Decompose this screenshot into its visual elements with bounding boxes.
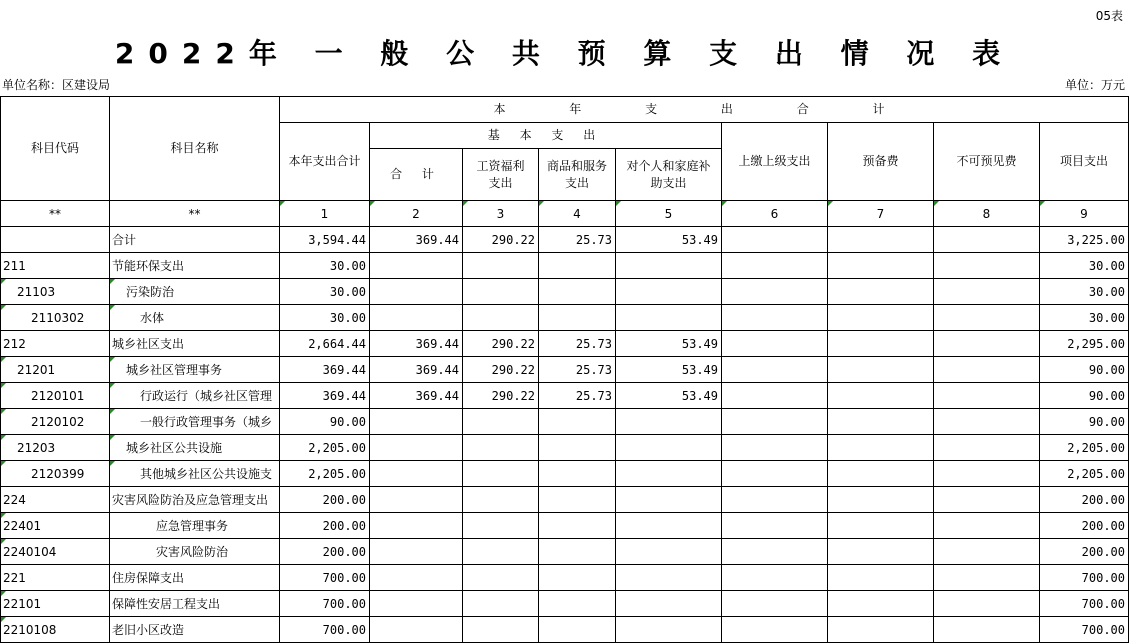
value-cell <box>828 617 934 643</box>
value-cell <box>934 513 1040 539</box>
value-cell: 700.00 <box>1040 591 1129 617</box>
value-cell <box>539 617 616 643</box>
value-cell: 25.73 <box>539 383 616 409</box>
value-cell <box>722 305 828 331</box>
value-cell <box>616 539 722 565</box>
value-cell: 30.00 <box>280 253 370 279</box>
header-salary: 工资福利支出 <box>463 149 539 201</box>
value-cell: 2,205.00 <box>1040 461 1129 487</box>
table-row <box>1 409 1129 435</box>
value-cell <box>934 331 1040 357</box>
value-cell: 700.00 <box>1040 617 1129 643</box>
name-cell: 污染防治 <box>110 279 280 305</box>
value-cell: 30.00 <box>280 279 370 305</box>
value-cell <box>539 591 616 617</box>
value-cell <box>539 253 616 279</box>
value-cell <box>828 279 934 305</box>
value-cell <box>370 409 463 435</box>
value-cell <box>539 279 616 305</box>
value-cell <box>616 565 722 591</box>
value-cell: 25.73 <box>539 227 616 253</box>
value-cell <box>539 409 616 435</box>
table-row <box>1 591 1129 617</box>
value-cell: 700.00 <box>280 565 370 591</box>
value-cell <box>828 227 934 253</box>
value-cell: 53.49 <box>616 357 722 383</box>
value-cell: 369.44 <box>370 357 463 383</box>
header-annual-total: 本年支出合计 <box>280 123 370 201</box>
code-cell: 212 <box>1 331 110 357</box>
header-name: 科目名称 <box>110 97 280 201</box>
table-row <box>1 513 1129 539</box>
table-row <box>1 487 1129 513</box>
value-cell <box>722 409 828 435</box>
value-cell <box>463 487 539 513</box>
value-cell <box>616 279 722 305</box>
value-cell: 2,295.00 <box>1040 331 1129 357</box>
value-cell <box>828 409 934 435</box>
value-cell <box>616 513 722 539</box>
unit-label: 单位：万元 <box>1064 78 1125 92</box>
value-cell <box>934 279 1040 305</box>
value-cell: 200.00 <box>280 487 370 513</box>
value-cell <box>539 539 616 565</box>
value-cell <box>934 591 1040 617</box>
value-cell: 200.00 <box>1040 539 1129 565</box>
value-cell <box>934 565 1040 591</box>
value-cell <box>934 227 1040 253</box>
value-cell <box>828 513 934 539</box>
value-cell <box>616 461 722 487</box>
value-cell <box>722 539 828 565</box>
code-cell: 2120102 <box>1 409 110 435</box>
value-cell: 700.00 <box>1040 565 1129 591</box>
value-cell <box>934 253 1040 279</box>
value-cell <box>463 565 539 591</box>
form-number: 05表 <box>1095 9 1123 23</box>
value-cell <box>934 305 1040 331</box>
value-cell <box>370 565 463 591</box>
header-personal: 对个人和家庭补助支出 <box>616 149 722 201</box>
value-cell: 25.73 <box>539 357 616 383</box>
index-cell: 5 <box>616 201 722 227</box>
value-cell: 700.00 <box>280 591 370 617</box>
header-reserve: 预备费 <box>828 123 934 201</box>
value-cell <box>370 461 463 487</box>
header-total-group: 本 年 支 出 合 计 <box>280 97 1129 123</box>
value-cell <box>370 513 463 539</box>
index-cell: 3 <box>463 201 539 227</box>
value-cell <box>616 305 722 331</box>
index-cell: ** <box>110 201 280 227</box>
value-cell <box>539 305 616 331</box>
value-cell: 369.44 <box>280 357 370 383</box>
value-cell: 290.22 <box>463 227 539 253</box>
value-cell <box>722 383 828 409</box>
value-cell <box>370 539 463 565</box>
value-cell <box>370 487 463 513</box>
table-row <box>1 331 1129 357</box>
value-cell <box>828 383 934 409</box>
table-row <box>1 357 1129 383</box>
code-cell: 2240104 <box>1 539 110 565</box>
table-row <box>1 227 1129 253</box>
value-cell <box>463 279 539 305</box>
index-cell: 9 <box>1040 201 1129 227</box>
page-title: 2022年 一 般 公 共 预 算 支 出 情 况 表 <box>114 37 1015 70</box>
value-cell <box>463 591 539 617</box>
value-cell <box>370 435 463 461</box>
name-cell: 灾害风险防治及应急管理支出 <box>110 487 280 513</box>
value-cell <box>722 617 828 643</box>
code-cell <box>1 227 110 253</box>
value-cell <box>722 487 828 513</box>
name-cell: 住房保障支出 <box>110 565 280 591</box>
code-cell: 2210108 <box>1 617 110 643</box>
unit-name-label: 单位名称：区建设局 <box>2 78 111 92</box>
value-cell <box>828 565 934 591</box>
table-row <box>1 539 1129 565</box>
value-cell: 290.22 <box>463 357 539 383</box>
header-unforeseen: 不可预见费 <box>934 123 1040 201</box>
value-cell: 25.73 <box>539 331 616 357</box>
value-cell: 200.00 <box>1040 513 1129 539</box>
value-cell: 90.00 <box>280 409 370 435</box>
value-cell <box>370 617 463 643</box>
header-basic-sum: 合 计 <box>370 149 463 201</box>
index-row <box>1 201 1129 227</box>
value-cell <box>616 253 722 279</box>
value-cell <box>722 331 828 357</box>
table-row <box>1 461 1129 487</box>
value-cell <box>934 357 1040 383</box>
value-cell <box>722 227 828 253</box>
value-cell: 3,225.00 <box>1040 227 1129 253</box>
value-cell <box>370 279 463 305</box>
value-cell <box>463 461 539 487</box>
value-cell: 2,205.00 <box>280 461 370 487</box>
table-row <box>1 305 1129 331</box>
value-cell <box>828 461 934 487</box>
index-cell: ** <box>1 201 110 227</box>
header-code: 科目代码 <box>1 97 110 201</box>
value-cell <box>722 279 828 305</box>
value-cell <box>934 539 1040 565</box>
value-cell: 30.00 <box>1040 305 1129 331</box>
expenditure-table <box>0 96 1129 643</box>
index-cell: 7 <box>828 201 934 227</box>
value-cell <box>934 461 1040 487</box>
code-cell: 21201 <box>1 357 110 383</box>
name-cell: 城乡社区公共设施 <box>110 435 280 461</box>
value-cell <box>934 409 1040 435</box>
value-cell: 200.00 <box>280 539 370 565</box>
value-cell <box>722 253 828 279</box>
value-cell <box>539 461 616 487</box>
value-cell <box>828 435 934 461</box>
table-row <box>1 383 1129 409</box>
header-upper: 上缴上级支出 <box>722 123 828 201</box>
value-cell: 90.00 <box>1040 357 1129 383</box>
header-goods: 商品和服务支出 <box>539 149 616 201</box>
value-cell <box>722 565 828 591</box>
index-cell: 1 <box>280 201 370 227</box>
value-cell <box>370 253 463 279</box>
value-cell <box>934 487 1040 513</box>
value-cell <box>463 435 539 461</box>
table-row <box>1 279 1129 305</box>
value-cell <box>722 357 828 383</box>
name-cell: 合计 <box>110 227 280 253</box>
value-cell: 90.00 <box>1040 409 1129 435</box>
code-cell: 22101 <box>1 591 110 617</box>
value-cell <box>934 383 1040 409</box>
value-cell <box>828 591 934 617</box>
code-cell: 21203 <box>1 435 110 461</box>
code-cell: 2120101 <box>1 383 110 409</box>
table-row <box>1 253 1129 279</box>
value-cell <box>616 617 722 643</box>
value-cell: 2,664.44 <box>280 331 370 357</box>
code-cell: 224 <box>1 487 110 513</box>
value-cell <box>463 409 539 435</box>
value-cell: 3,594.44 <box>280 227 370 253</box>
name-cell: 保障性安居工程支出 <box>110 591 280 617</box>
value-cell <box>463 617 539 643</box>
name-cell: 灾害风险防治 <box>110 539 280 565</box>
name-cell: 城乡社区管理事务 <box>110 357 280 383</box>
value-cell: 369.44 <box>370 383 463 409</box>
value-cell <box>722 513 828 539</box>
value-cell: 53.49 <box>616 383 722 409</box>
index-cell: 2 <box>370 201 463 227</box>
value-cell: 369.44 <box>280 383 370 409</box>
table-row <box>1 617 1129 643</box>
value-cell: 200.00 <box>1040 487 1129 513</box>
value-cell: 53.49 <box>616 331 722 357</box>
value-cell: 30.00 <box>1040 253 1129 279</box>
value-cell <box>616 409 722 435</box>
name-cell: 其他城乡社区公共设施支 <box>110 461 280 487</box>
value-cell <box>828 539 934 565</box>
code-cell: 21103 <box>1 279 110 305</box>
name-cell: 城乡社区支出 <box>110 331 280 357</box>
value-cell <box>463 513 539 539</box>
value-cell: 53.49 <box>616 227 722 253</box>
name-cell: 水体 <box>110 305 280 331</box>
value-cell: 90.00 <box>1040 383 1129 409</box>
value-cell <box>616 487 722 513</box>
value-cell: 290.22 <box>463 383 539 409</box>
value-cell: 700.00 <box>280 617 370 643</box>
name-cell: 一般行政管理事务（城乡 <box>110 409 280 435</box>
value-cell: 2,205.00 <box>1040 435 1129 461</box>
header-project: 项目支出 <box>1040 123 1129 201</box>
code-cell: 22401 <box>1 513 110 539</box>
value-cell <box>539 487 616 513</box>
value-cell <box>463 253 539 279</box>
value-cell <box>722 591 828 617</box>
value-cell <box>370 591 463 617</box>
code-cell: 221 <box>1 565 110 591</box>
table-row <box>1 565 1129 591</box>
value-cell <box>539 513 616 539</box>
name-cell: 老旧小区改造 <box>110 617 280 643</box>
table-row <box>1 435 1129 461</box>
value-cell <box>934 617 1040 643</box>
code-cell: 211 <box>1 253 110 279</box>
index-cell: 8 <box>934 201 1040 227</box>
value-cell <box>722 435 828 461</box>
value-cell <box>828 305 934 331</box>
name-cell: 节能环保支出 <box>110 253 280 279</box>
value-cell: 30.00 <box>1040 279 1129 305</box>
header-basic-group: 基 本 支 出 <box>370 123 722 149</box>
name-cell: 应急管理事务 <box>110 513 280 539</box>
value-cell: 30.00 <box>280 305 370 331</box>
value-cell <box>828 331 934 357</box>
value-cell <box>616 591 722 617</box>
value-cell: 2,205.00 <box>280 435 370 461</box>
value-cell: 369.44 <box>370 227 463 253</box>
value-cell <box>539 565 616 591</box>
value-cell <box>722 461 828 487</box>
value-cell <box>370 305 463 331</box>
code-cell: 2110302 <box>1 305 110 331</box>
value-cell <box>463 539 539 565</box>
value-cell <box>828 357 934 383</box>
value-cell: 290.22 <box>463 331 539 357</box>
value-cell <box>828 253 934 279</box>
value-cell <box>828 487 934 513</box>
index-cell: 4 <box>539 201 616 227</box>
value-cell: 200.00 <box>280 513 370 539</box>
index-cell: 6 <box>722 201 828 227</box>
value-cell <box>616 435 722 461</box>
value-cell: 369.44 <box>370 331 463 357</box>
value-cell <box>934 435 1040 461</box>
value-cell <box>463 305 539 331</box>
name-cell: 行政运行（城乡社区管理 <box>110 383 280 409</box>
code-cell: 2120399 <box>1 461 110 487</box>
value-cell <box>539 435 616 461</box>
